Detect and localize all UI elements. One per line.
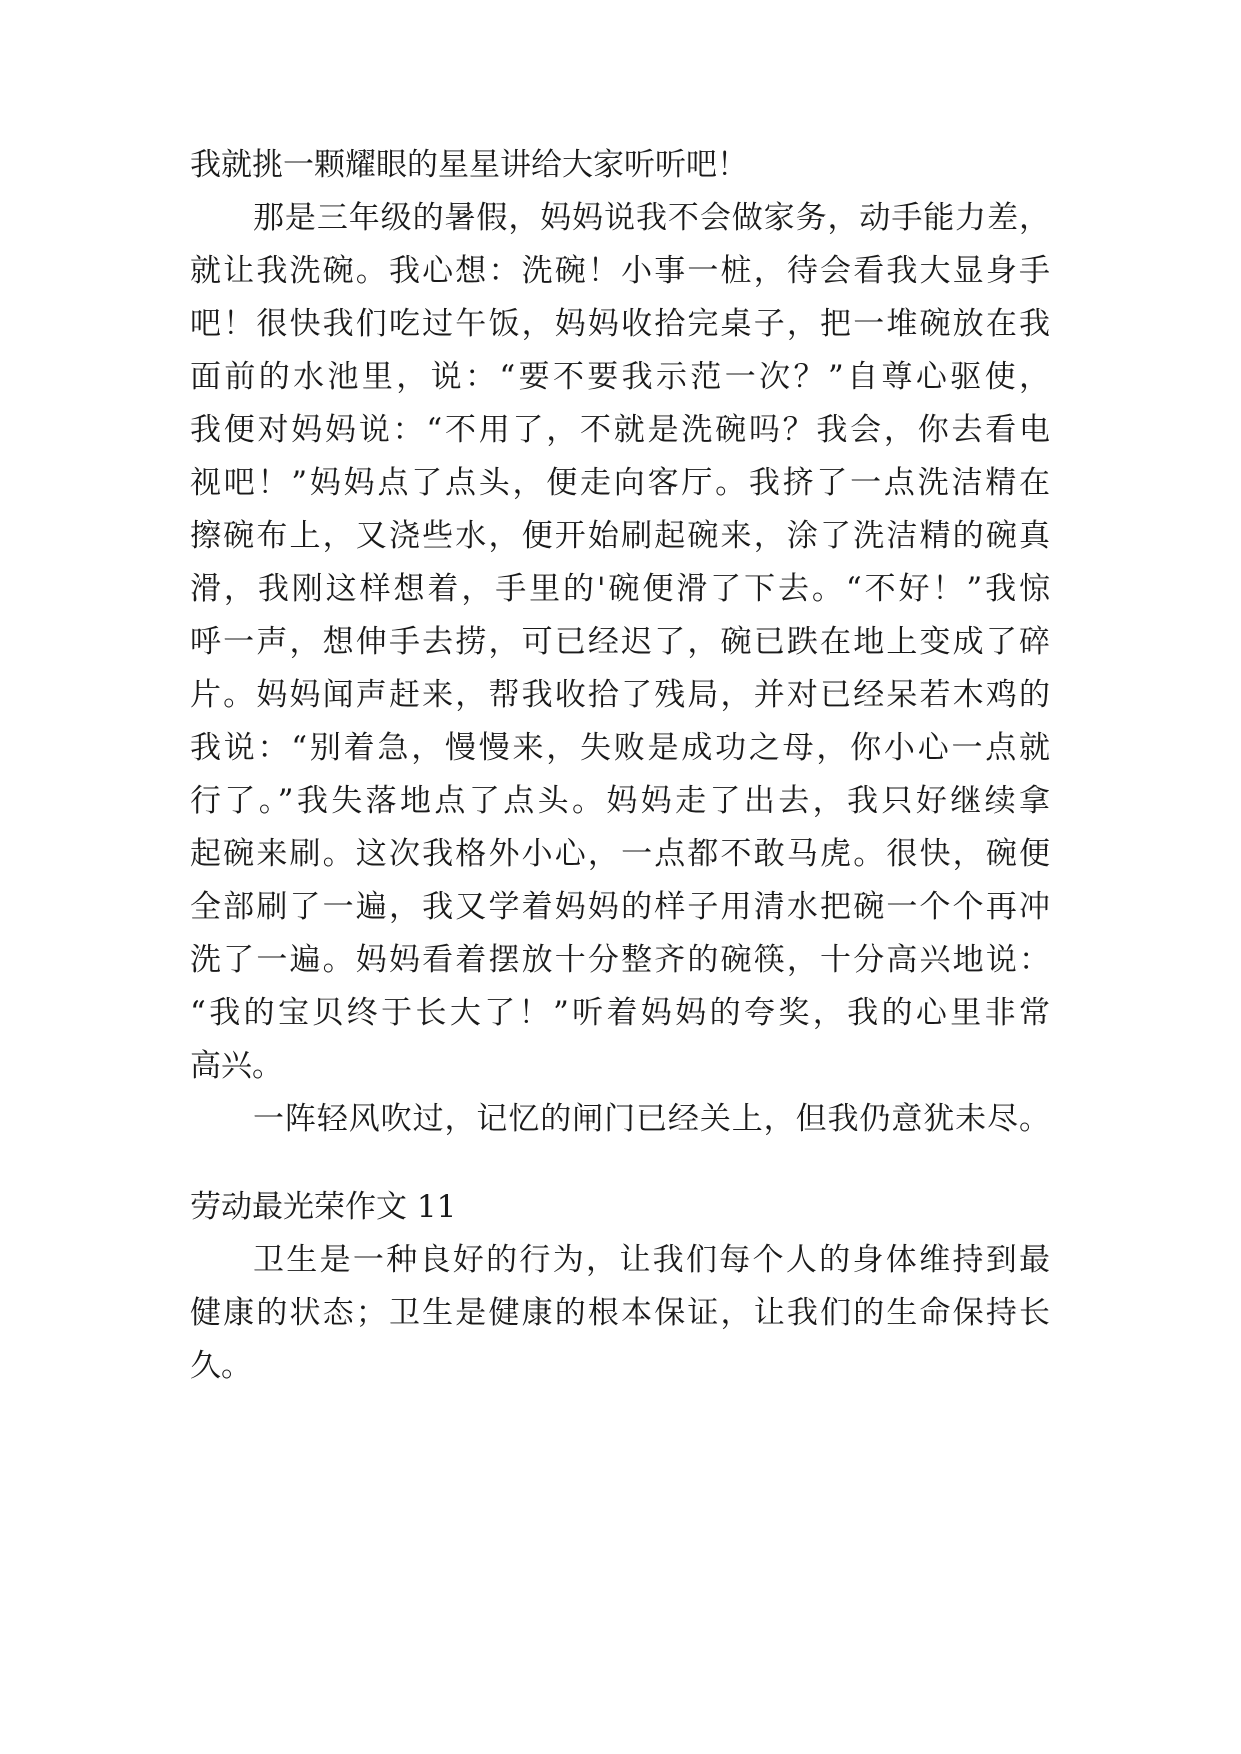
- paragraph-line: 片。妈妈闻声赶来，帮我收拾了残局，并对已经呆若木鸡的: [190, 677, 1050, 713]
- paragraph-line: 视吧！”妈妈点了点头，便走向客厅。我挤了一点洗洁精在: [190, 465, 1050, 501]
- paragraph-line: 呼一声，想伸手去捞，可已经迟了，碗已跌在地上变成了碎: [190, 624, 1050, 660]
- paragraph-line: 行了。”我失落地点了点头。妈妈走了出去，我只好继续拿: [190, 783, 1050, 819]
- paragraph-line: 高兴。: [190, 1048, 283, 1084]
- paragraph-line: 卫生是一种良好的行为，让我们每个人的身体维持到最: [253, 1242, 1050, 1278]
- paragraph-line: 吧！很快我们吃过午饭，妈妈收拾完桌子，把一堆碗放在我: [190, 306, 1050, 342]
- paragraph-line: 健康的状态；卫生是健康的根本保证，让我们的生命保持长: [190, 1295, 1050, 1331]
- paragraph-line: 那是三年级的暑假，妈妈说我不会做家务，动手能力差，: [253, 200, 1050, 236]
- paragraph-line: 久。: [190, 1348, 252, 1384]
- paragraph-line: 洗了一遍。妈妈看着摆放十分整齐的碗筷，十分高兴地说：: [190, 942, 1050, 978]
- essay-heading: 劳动最光荣作文 11: [190, 1189, 457, 1225]
- paragraph-line: 我就挑一颗耀眼的星星讲给大家听听吧！: [190, 147, 748, 183]
- paragraph-line: 一阵轻风吹过，记忆的闸门已经关上，但我仍意犹未尽。: [253, 1101, 1050, 1137]
- paragraph-line: 我便对妈妈说：“不用了，不就是洗碗吗？我会，你去看电: [190, 412, 1050, 448]
- paragraph-line: 滑，我刚这样想着，手里的'碗便滑了下去。“不好！”我惊: [190, 571, 1050, 607]
- paragraph-line: 起碗来刷。这次我格外小心，一点都不敢马虎。很快，碗便: [190, 836, 1050, 872]
- paragraph-line: 我说：“别着急，慢慢来，失败是成功之母，你小心一点就: [190, 730, 1050, 766]
- paragraph-line: 面前的水池里，说：“要不要我示范一次？”自尊心驱使，: [190, 359, 1050, 395]
- paragraph-line: 就让我洗碗。我心想：洗碗！小事一桩，待会看我大显身手: [190, 253, 1050, 289]
- paragraph-line: “我的宝贝终于长大了！”听着妈妈的夸奖，我的心里非常: [190, 995, 1050, 1031]
- paragraph-line: 全部刷了一遍，我又学着妈妈的样子用清水把碗一个个再冲: [190, 889, 1050, 925]
- paragraph-line: 擦碗布上，又浇些水，便开始刷起碗来，涂了洗洁精的碗真: [190, 518, 1050, 554]
